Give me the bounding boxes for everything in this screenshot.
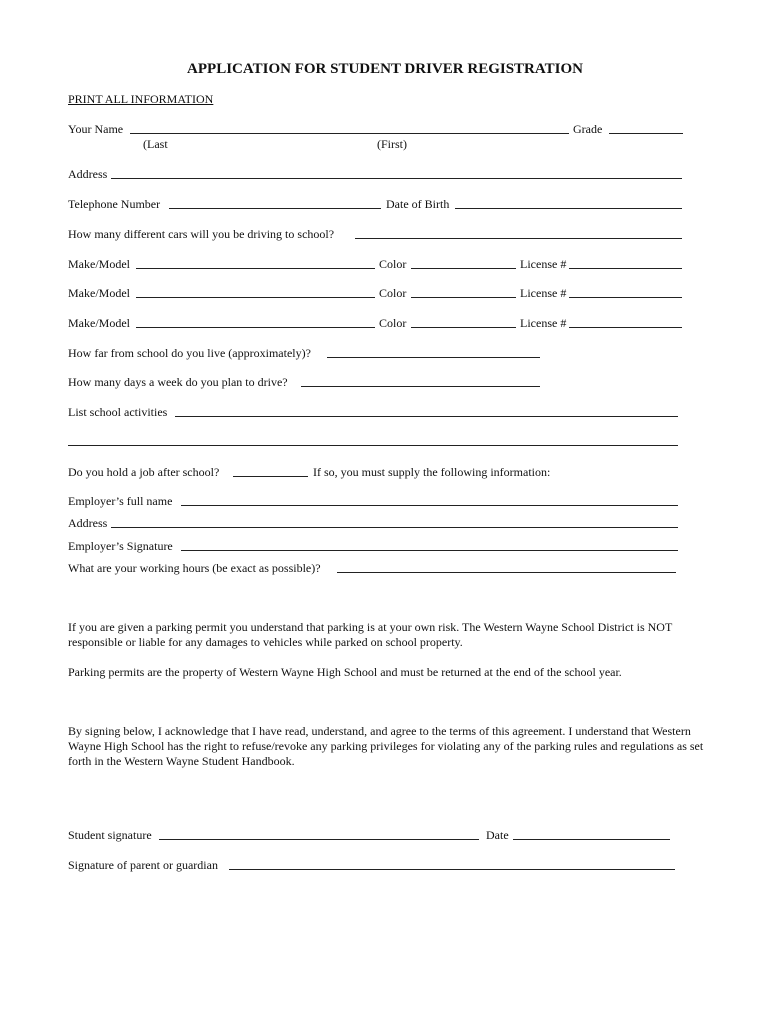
- job-answer-field[interactable]: [233, 476, 308, 477]
- make-model-field[interactable]: [136, 327, 375, 328]
- name-label: Your Name: [68, 122, 124, 136]
- first-name-hint: (First): [377, 137, 407, 151]
- make-model-label: Make/Model: [68, 286, 130, 300]
- license-label: License #: [520, 257, 567, 271]
- grade-field[interactable]: [609, 133, 683, 134]
- employer-signature-field[interactable]: [181, 550, 678, 551]
- cars-field[interactable]: [355, 238, 682, 239]
- distance-question: How far from school do you live (approximately)?: [68, 346, 311, 360]
- license-field[interactable]: [569, 268, 682, 269]
- employer-name-field[interactable]: [181, 505, 678, 506]
- student-signature-field[interactable]: [159, 839, 479, 840]
- grade-label: Grade: [573, 122, 603, 136]
- job-followup: If so, you must supply the following information:: [313, 465, 551, 479]
- make-model-field[interactable]: [136, 297, 375, 298]
- license-label: License #: [520, 286, 567, 300]
- print-instruction: PRINT ALL INFORMATION: [68, 92, 214, 106]
- date-label: Date: [486, 828, 509, 842]
- days-field[interactable]: [301, 386, 540, 387]
- job-question: Do you hold a job after school?: [68, 465, 220, 479]
- license-label: License #: [520, 316, 567, 330]
- address-label: Address: [68, 167, 108, 181]
- telephone-label: Telephone Number: [68, 197, 161, 211]
- employer-address-label: Address: [68, 516, 108, 530]
- color-field[interactable]: [411, 268, 516, 269]
- color-field[interactable]: [411, 327, 516, 328]
- name-field[interactable]: [130, 133, 569, 134]
- working-hours-question: What are your working hours (be exact as possible)?: [68, 561, 321, 575]
- color-label: Color: [379, 257, 407, 271]
- license-field[interactable]: [569, 327, 682, 328]
- agreement-paragraph: By signing below, I acknowledge that I have read, understand, and agree to the terms of this agreement. I understand that Western Wayne High School has the right to refuse/revoke any parking privileges for violating any of the parking rules and regulations as set forth in the Western Wayne Student Handbook.: [68, 724, 704, 768]
- color-label: Color: [379, 316, 407, 330]
- activities-field-continued[interactable]: [68, 445, 678, 446]
- employer-signature-label: Employer’s Signature: [68, 539, 173, 553]
- color-label: Color: [379, 286, 407, 300]
- parent-signature-field[interactable]: [229, 869, 675, 870]
- form-title: APPLICATION FOR STUDENT DRIVER REGISTRATION: [187, 61, 583, 77]
- license-field[interactable]: [569, 297, 682, 298]
- employer-name-label: Employer’s full name: [68, 494, 173, 508]
- date-field[interactable]: [513, 839, 670, 840]
- color-field[interactable]: [411, 297, 516, 298]
- telephone-field[interactable]: [169, 208, 381, 209]
- dob-field[interactable]: [455, 208, 682, 209]
- make-model-label: Make/Model: [68, 257, 130, 271]
- parent-signature-label: Signature of parent or guardian: [68, 858, 218, 872]
- address-field[interactable]: [111, 178, 682, 179]
- working-hours-field[interactable]: [337, 572, 676, 573]
- property-paragraph: Parking permits are the property of Western Wayne High School and must be returned at the end of the school year.: [68, 665, 622, 679]
- activities-field[interactable]: [175, 416, 678, 417]
- risk-paragraph: If you are given a parking permit you understand that parking is at your own risk. The Western Wayne School District is NOT responsible or liable for any damages to vehicles while parked on school property.: [68, 620, 673, 649]
- make-model-field[interactable]: [136, 268, 375, 269]
- cars-question: How many different cars will you be driving to school?: [68, 227, 335, 241]
- employer-address-field[interactable]: [111, 527, 678, 528]
- student-signature-label: Student signature: [68, 828, 152, 842]
- distance-field[interactable]: [327, 357, 540, 358]
- make-model-label: Make/Model: [68, 316, 130, 330]
- activities-label: List school activities: [68, 405, 168, 419]
- days-question: How many days a week do you plan to drive?: [68, 375, 288, 389]
- last-name-hint: (Last: [143, 137, 168, 151]
- dob-label: Date of Birth: [386, 197, 450, 211]
